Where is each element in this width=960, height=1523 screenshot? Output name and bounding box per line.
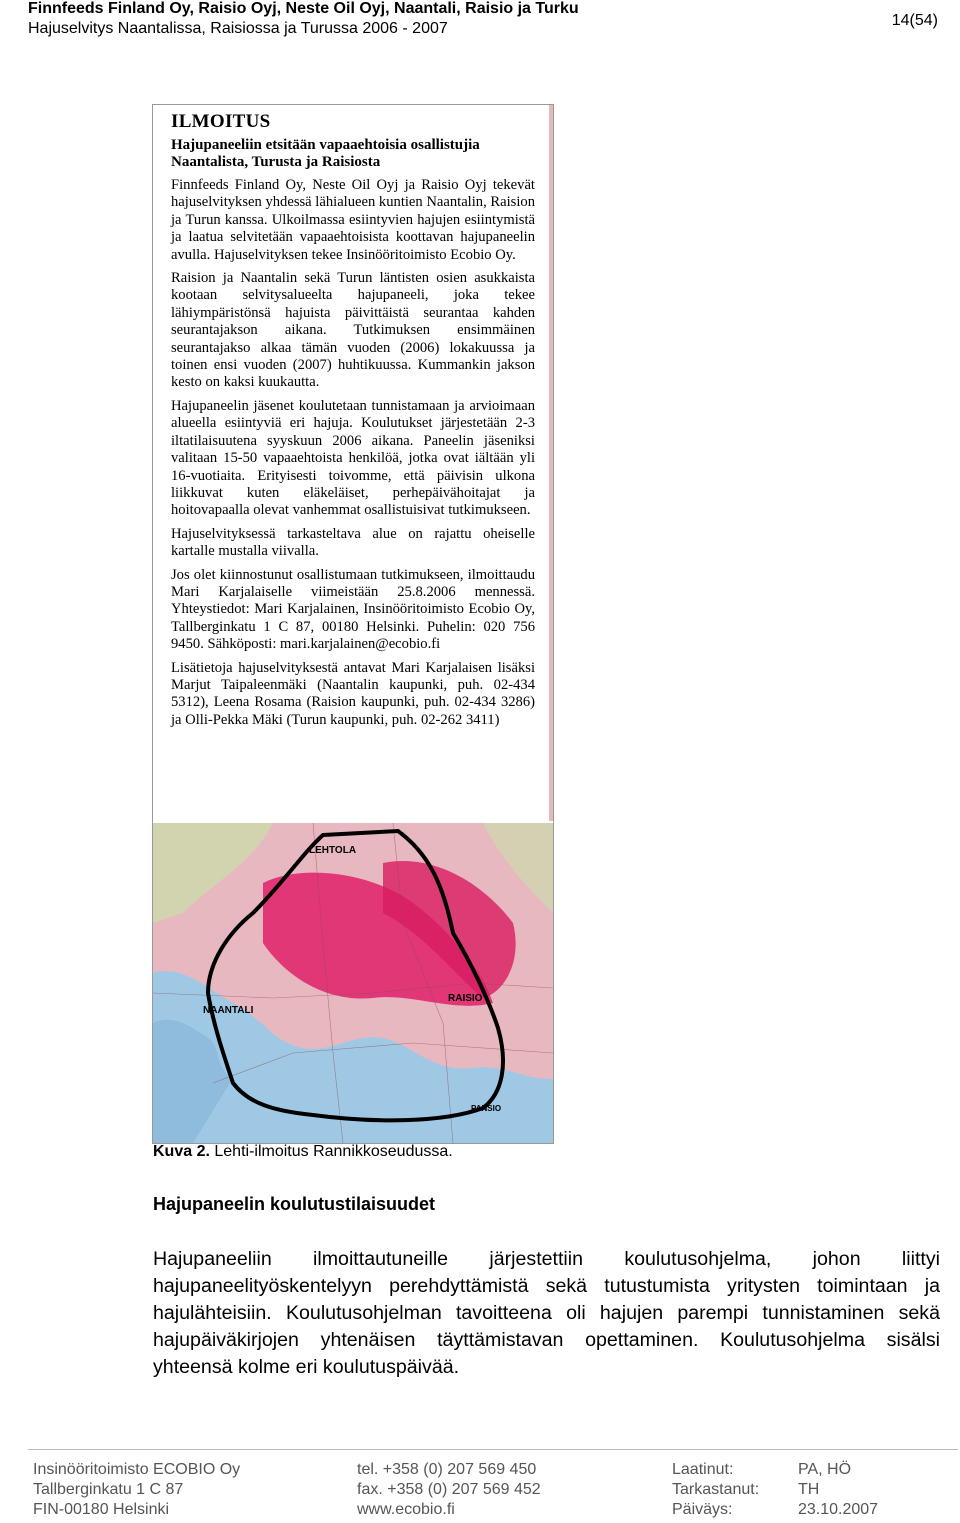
notice-subheading: Hajupaneeliin etsitään vapaaehtoisia osallistujia Naantalista, Turusta ja Raisiosta (171, 137, 480, 170)
footer-company (33, 1460, 240, 1520)
document-title: Finnfeeds Finland Oy, Raisio Oyj, Neste Oil Oyj, Naantali, Raisio ja Turku (28, 0, 579, 17)
footer-website: www.ecobio.fi (357, 1501, 455, 1518)
footer-divider (28, 1449, 958, 1450)
map-label-raisio: RAISIO (448, 993, 483, 1004)
footer-contact (357, 1460, 541, 1520)
footer-phone: tel. +358 (0) 207 569 450 (357, 1461, 537, 1478)
notice-paragraph: Finnfeeds Finland Oy, Neste Oil Oyj ja Raisio Oyj tekevät hajuselvityksen yhdessä lähialueen kuntien Naantalin, Raision ja Turun kanssa. Ulkoilmassa esiintyvien hajujen esiintymistä ja laatua selvitetään vapaaehtoisista koottavan hajupaneelin avulla. Hajuselvityksen tekee Insinööritoimisto Ecobio Oy. (171, 177, 535, 263)
footer-reviewer: TH (798, 1481, 820, 1498)
footer-meta-values (798, 1460, 878, 1520)
footer-author: PA, HÖ (798, 1461, 852, 1478)
footer-reviewer-label: Tarkastanut: (672, 1481, 760, 1498)
section-body: Hajupaneeliin ilmoittautuneille järjestettiin koulutusohjelma, johon liittyi hajupaneelityöskentelyyn perehdyttämistä sekä tutustumista yritysten toimintaan ja hajulähteisiin. Koulutusohjelman tavoitteena oli hajujen parempi tunnistaminen sekä hajupäiväkirjojen yhtenäisen täyttämistavan opettaminen. Koulutusohjelma sisälsi yhteensä kolme eri koulutuspäivää. (153, 1248, 940, 1378)
footer-author-label: Laatinut: (672, 1461, 734, 1478)
section-heading: Hajupaneelin koulutustilaisuudet (153, 1194, 436, 1214)
footer-city: FIN-00180 Helsinki (33, 1501, 170, 1518)
notice-paragraph: Hajupaneelin jäsenet koulutetaan tunnistamaan ja arvioimaan alueella esiintyviä eri hajuja. Koulutukset järjestetään 2-3 iltatilaisuutena syyskuun 2006 aikana. Paneelin jäseniksi valitaan 15-50 vapaaehtoista henkilöä, jotka ovat iältään yli 16-vuotiaita. Erityisesti toivomme, että päivisin ulkona liikkuvat kuten eläkeläiset, perhepäivähoitajat ja hoitovapaalla olevat vanhemmat osallistuisivat tutkimukseen. (171, 397, 535, 519)
footer-date: 23.10.2007 (798, 1501, 879, 1518)
study-area-map (153, 823, 553, 1143)
footer-company-name: Insinööritoimisto ECOBIO Oy (33, 1461, 241, 1478)
page-number: 14(54) (891, 12, 938, 29)
notice-paragraph: Lisätietoja hajuselvityksestä antavat Mari Karjalaisen lisäksi Marjut Taipaleenmäki (Naantalin kaupunki, puh. 02-434 5312), Leena Rosama (Raision kaupunki, puh. 02-434 3286) ja Olli-Pekka Mäki (Turun kaupunki, puh. 02-262 3411) (171, 659, 535, 728)
notice-paragraph: Raision ja Naantalin sekä Turun läntisten osien asukkaista kootaan selvitysalueelta hajupaneeli, joka tekee lähiympäristönsä hajuista päivittäistä seurantaa kahden seurantajakson aikana. Tutkimuksen ensimmäinen seurantajakso alkaa tämän vuoden (2006) lokakuussa ja toinen ensi vuoden (2007) huhtikuussa. Kummankin jakson kesto on kaksi kuukautta. (171, 270, 535, 391)
map-label-naantali: NAANTALI (203, 1005, 254, 1016)
document-subtitle: Hajuselvitys Naantalissa, Raisiossa ja Turussa 2006 - 2007 (28, 20, 448, 37)
notice-text-block (153, 105, 553, 821)
footer-fax: fax. +358 (0) 207 569 452 (357, 1481, 541, 1498)
map-label-pansio: PANSIO (471, 1104, 502, 1113)
footer-meta-labels (672, 1460, 759, 1520)
newspaper-clipping (152, 104, 554, 1144)
figure-caption (153, 1143, 453, 1161)
notice-paragraph: Hajuselvityksessä tarkasteltava alue on rajattu oheiselle kartalle mustalla viivalla. (171, 525, 535, 560)
notice-heading: ILMOITUS (171, 111, 271, 132)
footer-address: Tallberginkatu 1 C 87 (33, 1481, 184, 1498)
caption-text: Lehti-ilmoitus Rannikkoseudussa. (209, 1143, 453, 1160)
map-image (153, 823, 553, 1143)
map-label-lehtola: LEHTOLA (309, 845, 357, 856)
footer-date-label: Päiväys: (672, 1501, 733, 1518)
caption-label: Kuva 2. (153, 1143, 210, 1160)
notice-paragraph: Jos olet kiinnostunut osallistumaan tutkimukseen, ilmoittaudu Mari Karjalaiselle viimeistään 25.8.2006 mennessä. Yhteystiedot: Mari Karjalainen, Insinööritoimisto Ecobio Oy, Tallberginkatu 1 C 87, 00180 Helsinki. Puhelin: 020 756 9450. Sähköposti: mari.karjalainen@ecobio.fi (171, 566, 535, 653)
